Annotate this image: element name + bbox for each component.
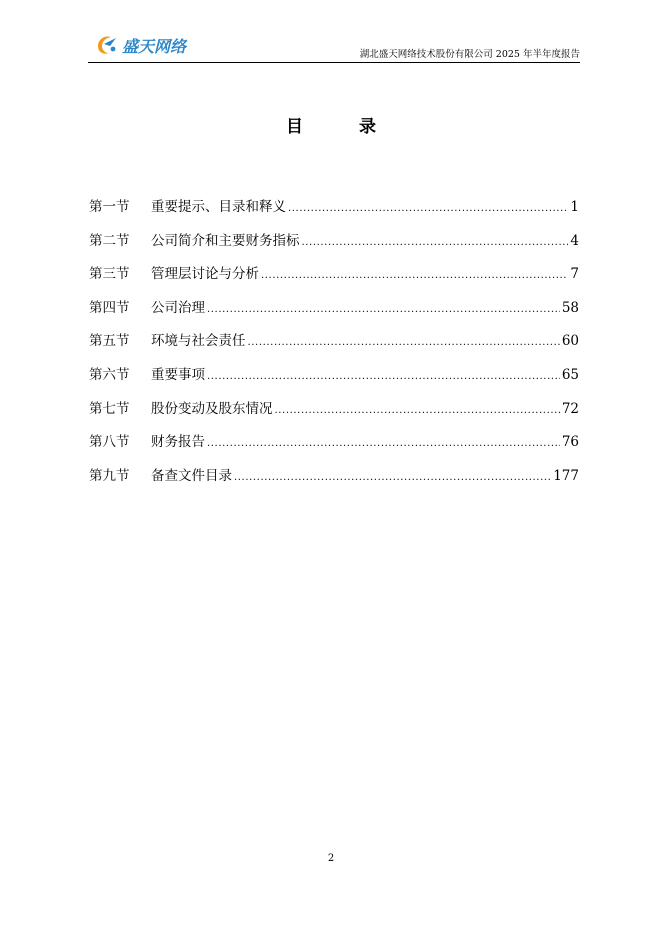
toc-page-number: 60 — [561, 333, 579, 350]
toc-entry[interactable] — [89, 397, 579, 431]
toc-section-title: 公司简介和主要财务指标 — [151, 232, 300, 249]
toc-dot-leader — [288, 203, 568, 214]
toc-page-number: 76 — [561, 434, 579, 451]
toc-section-title: 股份变动及股东情况 — [151, 400, 273, 417]
toc-section-title: 备查文件目录 — [151, 467, 232, 484]
toc-dot-leader — [207, 304, 560, 315]
toc-entry[interactable] — [89, 195, 579, 229]
toc-section-number: 第六节 — [89, 366, 130, 383]
toc-page-number: 177 — [553, 467, 579, 484]
toc-heading-char: 目 — [286, 117, 303, 137]
toc-section-title: 重要事项 — [151, 366, 205, 383]
toc-heading — [0, 112, 662, 137]
toc-entry[interactable] — [89, 464, 579, 498]
toc-heading-char: 录 — [359, 117, 376, 137]
toc-entry[interactable] — [89, 262, 579, 296]
toc-page-number: 58 — [561, 299, 579, 316]
toc-section-number: 第七节 — [89, 400, 130, 417]
toc-page-number: 1 — [570, 199, 579, 215]
toc-dot-leader — [302, 237, 569, 248]
toc-entry[interactable] — [89, 363, 579, 397]
toc-section-number: 第九节 — [89, 467, 130, 484]
toc-dot-leader — [207, 438, 560, 449]
toc-section-number: 第八节 — [89, 434, 130, 451]
toc-section-number: 第一节 — [89, 199, 130, 215]
page-number: 2 — [327, 853, 335, 864]
table-of-contents — [89, 195, 579, 497]
toc-section-number: 第三节 — [89, 266, 130, 283]
toc-page-number: 65 — [561, 366, 579, 383]
company-logo — [92, 32, 186, 58]
toc-dot-leader — [275, 405, 560, 416]
toc-page-number: 7 — [570, 266, 579, 283]
toc-section-number: 第四节 — [89, 299, 130, 316]
toc-dot-leader — [207, 371, 560, 382]
toc-dot-leader — [248, 337, 560, 348]
logo-text: 盛天网络 — [122, 36, 187, 56]
toc-section-number: 第二节 — [89, 232, 130, 249]
toc-entry[interactable] — [89, 329, 579, 363]
toc-dot-leader — [234, 472, 551, 483]
toc-entry[interactable] — [89, 430, 579, 464]
toc-page-number: 72 — [561, 400, 579, 417]
toc-section-title: 公司治理 — [151, 299, 205, 316]
page-header — [88, 28, 580, 63]
toc-entry[interactable] — [89, 296, 579, 330]
toc-dot-leader — [261, 270, 568, 281]
toc-page-number: 4 — [570, 232, 579, 249]
toc-section-title: 管理层讨论与分析 — [151, 266, 259, 283]
toc-section-number: 第五节 — [89, 333, 130, 350]
shengtian-logo-icon — [92, 32, 122, 58]
report-title: 湖北盛天网络技术股份有限公司 2025 年半年度报告 — [359, 49, 580, 60]
toc-section-title: 重要提示、目录和释义 — [151, 199, 286, 215]
toc-entry[interactable] — [89, 229, 579, 263]
toc-section-title: 环境与社会责任 — [151, 333, 246, 350]
toc-section-title: 财务报告 — [151, 434, 205, 451]
